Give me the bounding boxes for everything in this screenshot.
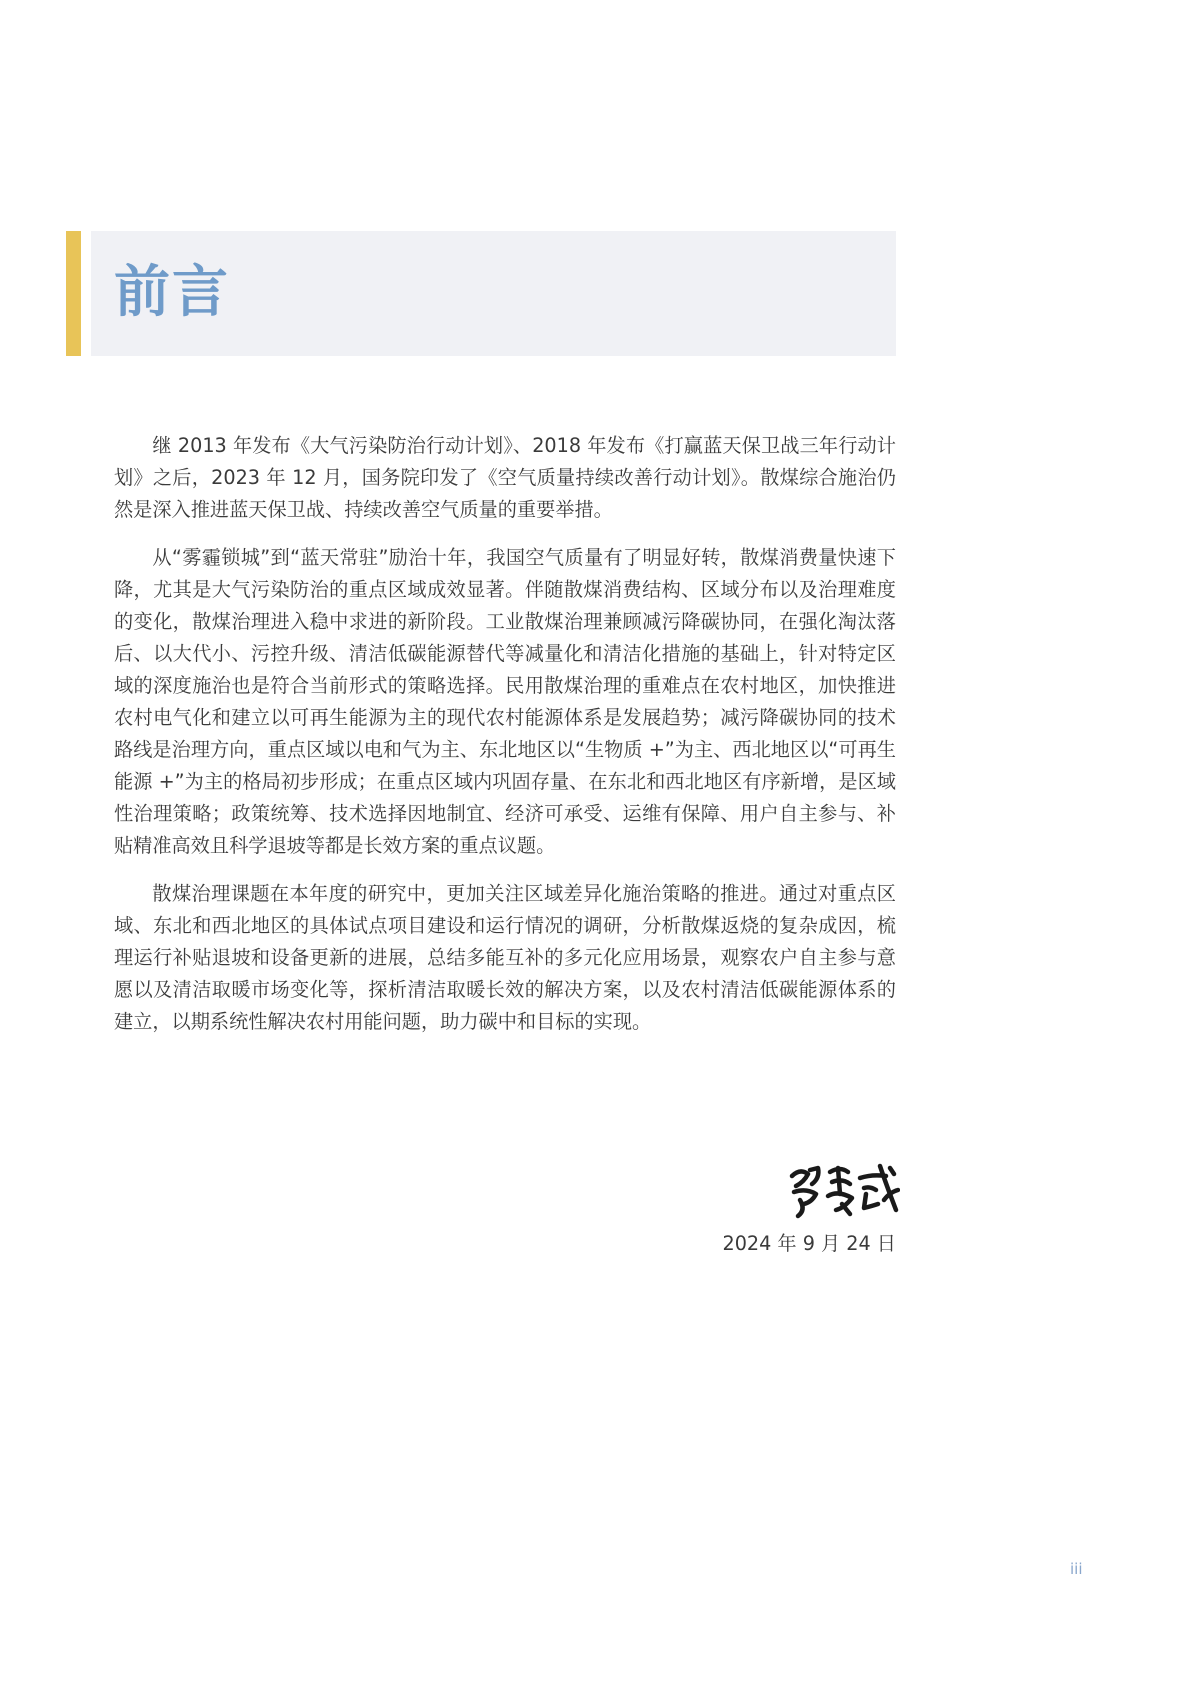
title-block <box>66 231 896 356</box>
date: 2024 年 9 月 24 日 <box>722 1232 896 1255</box>
handwritten-signature <box>786 1160 900 1220</box>
paragraph-2: 从“雾霾锁城”到“蓝天常驻”励治十年，我国空气质量有了明显好转，散煤消费量快速下降，尤其是大气污染防治的重点区域成效显著。伴随散煤消费结构、区域分布以及治理难度的变化，散煤治理进入稳中求进的新阶段。工业散煤治理兼顾减污降碳协同，在强化淘汰落后、以大代小、污控升级、清洁低碳能源替代等减量化和清洁化措施的基础上，针对特定区域的深度施治也是符合当前形式的策略选择。民用散煤治理的重难点在农村地区，加快推进农村电气化和建立以可再生能源为主的现代农村能源体系是发展趋势；减污降碳协同的技术路线是治理方向，重点区域以电和气为主、东北地区以“生物质 +”为主、西北地区以“可再生能源 +”为主的格局初步形成；在重点区域内巩固存量、在东北和西北地区有序新增，是区域性治理策略；政策统筹、技术选择因地制宜、经济可承受、运维有保障、用户自主参与、补贴精准高效且科学退坡等都是长效方案的重点议题。 <box>114 546 896 857</box>
signature-icon <box>786 1160 900 1220</box>
paragraph-3: 散煤治理课题在本年度的研究中，更加关注区域差异化施治策略的推进。通过对重点区域、东北和西北地区的具体试点项目建设和运行情况的调研，分析散煤返烧的复杂成因，梳理运行补贴退坡和设备更新的进展，总结多能互补的多元化应用场景，观察农户自主参与意愿以及清洁取暖市场变化等，探析清洁取暖长效的解决方案，以及农村清洁低碳能源体系的建立，以期系统性解决农村用能问题，助力碳中和目标的实现。 <box>114 882 896 1033</box>
page-title: 前言 <box>114 260 230 325</box>
title-accent-bar <box>66 231 81 356</box>
paragraph-1: 继 2013 年发布《大气污染防治行动计划》、2018 年发布《打赢蓝天保卫战三年行动计划》之后，2023 年 12 月，国务院印发了《空气质量持续改善行动计划》。散煤综合施治仍然是深入推进蓝天保卫战、持续改善空气质量的重要举措。 <box>114 434 896 521</box>
body-text <box>114 430 896 1054</box>
page-number: iii <box>1070 1560 1083 1578</box>
